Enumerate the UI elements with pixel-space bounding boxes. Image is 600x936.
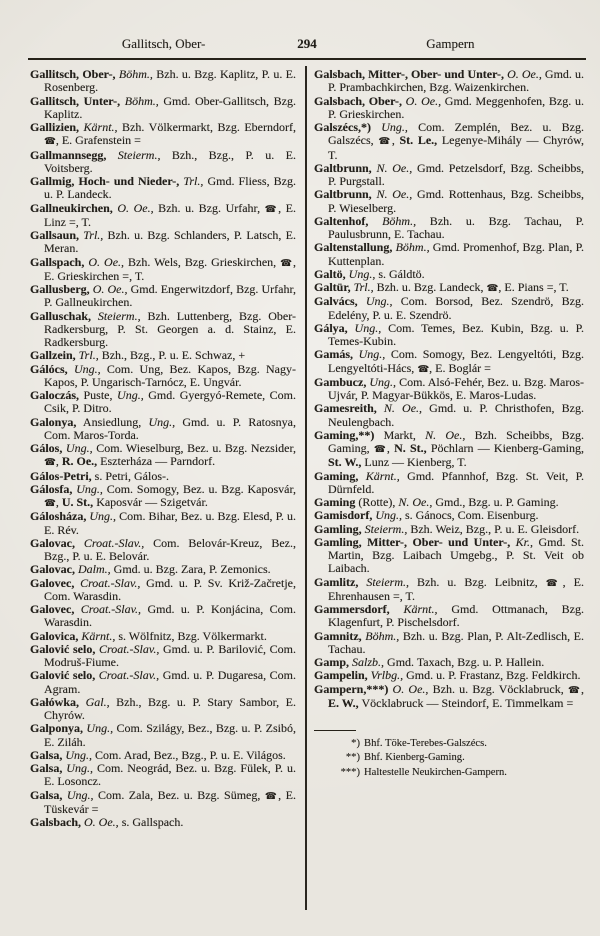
entry-text: Bzh. Weiz, Bzg., P. u. E. Gleisdorf. — [407, 521, 580, 536]
gazetteer-entry — [314, 669, 584, 682]
footnote-text: Bhf. Töke-Terebes-Galszécs. — [364, 738, 487, 749]
footnote-marker: **) — [345, 752, 360, 764]
entry-headword: Gallitsch, Unter-, — [30, 93, 121, 108]
entry-headword: Galtö, — [314, 266, 346, 281]
entry-text: s. Wölfnitz, Bzg. Völkermarkt. — [115, 628, 267, 643]
entry-headword: Galonya, — [30, 414, 77, 429]
entry-text: Com. Somogy, Bez. Lengyeltóti, Bzg. Lengyeltóti-Hács, — [328, 347, 584, 375]
entry-headword: Gaming, — [314, 468, 359, 483]
entry-region: O. Oe., — [503, 67, 542, 81]
entry-headword: Gálos, — [30, 441, 63, 455]
entry-headword: St. W., — [328, 455, 362, 470]
entry-headword: Galoczás, — [30, 388, 79, 402]
footnote — [314, 737, 584, 751]
entry-text: Gmd. u. P. Sv. Križ-Začretje, Com. Warasdin. — [44, 575, 296, 603]
entry-text: Bzh. u. Bzg. Leibnitz, — [409, 574, 546, 589]
gazetteer-entry — [30, 149, 296, 176]
entry-region: Böhm., — [115, 67, 153, 81]
entry-headword: Galsbach, — [30, 815, 82, 829]
entry-headword: Gammersdorf, — [314, 602, 390, 616]
entry-text: Gmd. Fliess, Bzg. u. P. Landeck. — [44, 174, 297, 202]
entry-headword: Gallspach, — [30, 254, 85, 269]
entry-region: Croat.-Slav., — [95, 668, 160, 683]
entry-text: , E. Tüskevár = — [44, 787, 296, 816]
entry-region: Croat.-Slav., — [74, 602, 142, 616]
entry-region: O. Oe., — [89, 282, 128, 296]
entry-region: N. Oe., — [371, 160, 413, 175]
gazetteer-entry — [30, 789, 296, 817]
left-column — [30, 68, 296, 829]
entry-text: Pöchlarn — Kienberg-Gaming, — [426, 441, 584, 455]
entry-text: Bzh. u. Bzg. Tachau, P. Paulusbrunn, E. Tachau. — [328, 213, 584, 241]
entry-text: Bzh. u. Bzg. Landeck, — [373, 280, 487, 294]
entry-headword: Gallzein, — [30, 348, 76, 363]
entry-text: Com. Belovár-Kreuz, Bez., Bzg., P. u. E. Belovár. — [44, 535, 296, 563]
entry-text: Com. Borsod, Bez. Szendrö, Bzg. Edelény, P. u. E. Szendrö. — [328, 294, 584, 322]
gazetteer-entry — [30, 630, 296, 643]
entry-region: Trl., — [75, 348, 99, 363]
gazetteer-entry — [30, 816, 296, 829]
entry-region: Vrlbg., — [367, 668, 404, 683]
entry-text: Com. Zemplén, Bez. u. Bzg. Galszécs, — [328, 120, 584, 148]
gazetteer-entry — [314, 348, 584, 376]
gazetteer-entry — [314, 95, 584, 122]
entry-region: Croat.-Slav., — [95, 641, 160, 656]
entry-text: Gmd. u. P. Frastanz, Bzg. Feldkirch. — [403, 668, 581, 683]
entry-region: Salzb., — [349, 655, 385, 669]
entry-text: Gmd. u. P. Barilović, Com. Modruš-Fiume. — [44, 641, 296, 669]
footnote-marker: ***) — [340, 766, 360, 778]
entry-region: O. Oe., — [81, 815, 119, 829]
entry-headword: Galsa, — [30, 761, 63, 775]
entry-headword: N. St., — [394, 441, 427, 455]
entry-text: , E. Boglár = — [429, 360, 491, 375]
entry-text: Gmd. Engerwitzdorf, Bzg. Urfahr, P. Gallneukirchen. — [44, 282, 296, 310]
gazetteer-entry — [314, 496, 584, 509]
entry-text: , E. Linz =, T. — [44, 200, 296, 229]
gazetteer-entry — [314, 215, 584, 242]
gazetteer-entry — [30, 762, 296, 789]
footnote — [314, 751, 584, 765]
gazetteer-entry — [30, 389, 296, 416]
entry-headword: Galsa, — [30, 747, 63, 762]
gazetteer-entry — [30, 229, 296, 256]
page-number: 294 — [297, 36, 317, 51]
gazetteer-entry — [314, 656, 584, 669]
entry-headword: Galsbach, Ober-, — [314, 93, 402, 108]
posthorn-icon: ☎ — [486, 283, 499, 294]
posthorn-icon: ☎ — [417, 363, 430, 375]
entry-region: Ung., — [370, 120, 408, 134]
gazetteer-entry — [314, 536, 584, 576]
entry-headword: St. Le., — [399, 133, 438, 148]
entry-region: Croat.-Slav., — [74, 575, 141, 590]
entry-headword: Galvács, — [314, 294, 358, 309]
posthorn-icon: ☎ — [264, 790, 279, 802]
entry-text: Gmd. Petzelsdorf, Bzg. Scheibbs, P. Purgstall. — [328, 160, 584, 188]
entry-region: Böhm., — [361, 628, 400, 643]
entry-text: Bzh., Bzg., P. u. E. Schwaz, + — [98, 348, 246, 363]
entry-headword: Galović selo, — [30, 641, 96, 656]
entry-text: Gmd. St. Martin, Bzg. Laibach Umgebg., P. St. Veit ob Laibach. — [328, 534, 584, 576]
entry-headword: Galsbach, Mitter-, Ober- und Unter-, — [314, 67, 504, 81]
entry-headword: Galtenhof, — [314, 213, 369, 228]
entry-region: Kr., — [510, 534, 534, 549]
entry-text: Gmd. Ober-Gallitsch, Bzg. Kaplitz. — [44, 93, 296, 121]
entry-region: O. Oe., — [401, 93, 442, 108]
entry-text: s. Gánocs, Com. Eisenburg. — [402, 508, 539, 523]
gazetteer-entry — [314, 402, 584, 429]
entry-headword: Gamisdorf, — [314, 508, 373, 523]
entry-text: Bzh. u. Bzg. Schlanders, P. Latsch, E. Meran. — [44, 228, 296, 256]
gazetteer-entry — [314, 188, 584, 215]
entry-text: Gmd. u. P. Christhofen, Bzg. Neulengbach. — [328, 401, 585, 429]
entry-region: Steierm., — [361, 521, 408, 536]
entry-text: Com. Arad, Bez., Bzg., P. u. E. Világos. — [92, 747, 286, 762]
entry-region: O. Oe., — [84, 254, 125, 269]
page-header — [30, 36, 584, 51]
entry-headword: Gaming,**) — [314, 427, 375, 442]
entry-text: , — [386, 441, 395, 455]
entry-headword: Gallitsch, Ober-, — [30, 67, 116, 81]
gazetteer-entry — [314, 683, 584, 711]
entry-headword: Galsa, — [30, 787, 63, 802]
entry-text: Bzh. Völkermarkt, Bzg. Eberndorf, — [117, 120, 296, 134]
gazetteer-entry — [314, 121, 584, 162]
entry-text: , E. Pians =, T. — [498, 280, 569, 294]
entry-headword: Gamesreith, — [314, 401, 377, 416]
entry-text: Com. Zala, Bez. u. Bzg. Sümeg, — [93, 787, 265, 802]
gazetteer-entry — [30, 483, 296, 511]
posthorn-icon: ☎ — [44, 457, 56, 469]
entry-text: Gmd. u. P. Konjácina, Com. Warasdin. — [44, 602, 296, 630]
entry-headword: Gallmannsegg, — [30, 147, 107, 162]
gazetteer-entry — [314, 268, 584, 281]
gazetteer-entry — [314, 523, 584, 536]
entry-region: O. Oe., — [112, 200, 154, 215]
entry-region: Steierm., — [91, 308, 141, 323]
gazetteer-entry — [314, 281, 584, 295]
entry-region: Trl., — [79, 228, 104, 242]
gazetteer-entry — [314, 322, 584, 349]
header-left-title: Gallitsch, Ober- — [121, 36, 206, 51]
posthorn-icon: ☎ — [44, 498, 56, 509]
entry-headword: Galtbrunn, — [314, 160, 372, 175]
entry-text: Lunz — Kienberg, T. — [361, 455, 467, 470]
entry-text: Com. Neográd, Bez. u. Bzg. Fülek, P. u. E. Losoncz. — [44, 761, 296, 789]
entry-text: , — [581, 681, 584, 696]
entry-region: Böhm., — [392, 240, 430, 255]
posthorn-icon: ☎ — [44, 136, 56, 148]
entry-headword: Gallsaun, — [30, 228, 80, 242]
header-right-title: Gampern — [426, 36, 475, 51]
gazetteer-entry — [30, 603, 296, 630]
right-column-entries — [314, 68, 584, 710]
entry-region: Kärnt., — [79, 120, 118, 134]
entry-headword: Gallneukirchen, — [30, 200, 113, 215]
entry-text: Bzh. u. Bzg. Kaplitz, P. u. E. Rosenberg. — [44, 67, 296, 95]
entry-region: Böhm., — [368, 213, 417, 228]
entry-text: s. Gáldtö. — [375, 266, 425, 281]
footnote-marker: *) — [351, 738, 360, 749]
entry-region: Dalm., — [75, 562, 111, 577]
entry-region: Ung., — [141, 414, 176, 429]
gazetteer-entry — [30, 95, 296, 122]
gazetteer-entry — [314, 509, 584, 522]
entry-headword: Galszécs,*) — [314, 120, 371, 134]
entry-region: Ung., — [345, 266, 376, 281]
entry-text: Ansiedlung, — [76, 414, 142, 429]
entry-region: Ung., — [366, 374, 397, 389]
entry-text: Gmd. u. Bzg. Zara, P. Zemonics. — [110, 562, 271, 577]
entry-text: Com. Bihar, Bez. u. Bzg. Elesd, P. u. E. Rév. — [44, 509, 296, 537]
gazetteer-entry — [314, 429, 584, 470]
entry-region: Kärnt., — [389, 602, 438, 616]
gazetteer-entry — [314, 576, 584, 604]
footnote — [314, 766, 584, 780]
entry-region: N. Oe., — [371, 187, 413, 202]
entry-region: Kärnt., — [358, 468, 400, 483]
entry-text: Com. Alsó-Fehér, Bez. u. Bzg. Maros-Ujvár, P. Magyar-Bükkös, E. Maros-Ludas. — [328, 374, 585, 402]
gazetteer-entry — [314, 470, 584, 497]
gazetteer-entry — [314, 630, 584, 657]
gazetteer-entry — [30, 442, 296, 470]
entry-text: Com. Wieselburg, Bez. u. Bzg. Nezsider, — [92, 441, 297, 455]
footnote-separator — [314, 730, 356, 731]
posthorn-icon: ☎ — [264, 203, 279, 215]
entry-text: Com. Temes, Bez. Kubin, Bzg. u. P. Temes-Kubin. — [328, 320, 584, 348]
entry-headword: Gallizien, — [30, 120, 79, 134]
entry-text: Bzh., Bzg. u. P. Stary Sambor, E. Chyrów. — [44, 694, 297, 722]
footnote-text: Bhf. Kienberg-Gaming. — [364, 752, 465, 764]
entry-text: Puste, — [79, 388, 113, 402]
entry-headword: Galovac, — [30, 535, 75, 550]
gazetteer-entry — [30, 470, 296, 483]
entry-text: Gmd. Pfannhof, Bzg. St. Veit, P. Dürnfeld. — [328, 468, 584, 496]
entry-headword: Gallmig, Hoch- und Nieder-, — [30, 174, 180, 188]
entry-headword: E. W., — [328, 695, 359, 710]
posthorn-icon: ☎ — [373, 444, 387, 455]
entry-headword: Galtbrunn, — [314, 187, 372, 202]
right-column — [314, 68, 584, 780]
footnote-text: Haltestelle Neukirchen-Gampern. — [364, 766, 507, 778]
entry-region: Trl., — [179, 174, 204, 188]
entry-text: Gmd. Rottenhaus, Bzg. Scheibbs, P. Wieselberg. — [328, 187, 585, 215]
entry-headword: U. St., — [61, 495, 94, 509]
gazetteer-entry — [314, 241, 584, 268]
entry-region: Ung., — [67, 361, 101, 376]
entry-region: Steierm., — [358, 574, 410, 589]
entry-text: Bzh., Bzg., P. u. E. Voitsberg. — [44, 147, 297, 175]
entry-text: Bzh. Luttenberg, Bzg. Ober-Radkersburg, P. St. Georgen a. d. Stainz, E. Radkersburg. — [44, 308, 297, 349]
gazetteer-entry — [314, 68, 584, 95]
entry-headword: R. Oe., — [61, 454, 98, 469]
entry-text: Com. Szilágy, Bez., Bzg. u. P. Zsibó, E. Ziláh. — [44, 721, 297, 749]
gazetteer-entry — [30, 749, 296, 762]
entry-headword: Galovac, — [30, 562, 75, 577]
entry-headword: Galtenstallung, — [314, 240, 393, 255]
entry-text: Bzh. u. Bzg. Vöcklabruck, — [428, 681, 568, 696]
gazetteer-entry — [30, 696, 296, 723]
entry-region: N. Oe., — [395, 495, 433, 509]
entry-text: Com. Somogy, Bez. u. Bzg. Kaposvár, — [102, 481, 296, 496]
gazetteer-entry — [30, 577, 296, 604]
gazetteer-entry — [314, 295, 584, 322]
entry-text: Bzh. Wels, Bzg. Grieskirchen, — [124, 254, 281, 269]
entry-region: O. Oe., — [388, 681, 429, 696]
entry-region: Kärnt., — [78, 628, 116, 643]
entry-headword: Galtür, — [314, 280, 351, 294]
gazetteer-entry — [30, 283, 296, 310]
entry-text: Gmd., Bzg. u. P. Gaming. — [432, 495, 559, 509]
entry-text: Gmd. Ottmanach, Bzg. Klagenfurt, P. Pischelsdorf. — [328, 602, 584, 630]
entry-text: s. Gallspach. — [118, 815, 184, 829]
entry-text: Gmd. Gyergyó-Remete, Com. Csik, P. Ditro. — [44, 388, 296, 416]
entry-headword: Gampern,***) — [314, 681, 389, 696]
entry-headword: Gálosfa, — [30, 481, 73, 496]
entry-text: Gmd. u. P. Ratosnya, Com. Maros-Torda. — [44, 414, 296, 442]
entry-region: Ung., — [83, 721, 114, 736]
entry-headword: Galovec, — [30, 575, 75, 590]
entry-text: Bzh. u. Bzg. Plan, P. Alt-Zedlisch, E. Tachau. — [328, 628, 585, 656]
entry-headword: Gampelin, — [314, 668, 368, 683]
gazetteer-entry — [30, 175, 296, 202]
entry-region: Steierm., — [106, 147, 161, 162]
entry-region: Ung., — [86, 509, 117, 524]
gazetteer-entry — [30, 310, 296, 350]
header-rule — [28, 58, 586, 60]
entry-region: Ung., — [353, 347, 386, 362]
posthorn-icon: ☎ — [567, 684, 581, 696]
gazetteer-entry — [314, 376, 584, 403]
gazetteer-entry — [30, 68, 296, 95]
column-divider — [305, 66, 307, 910]
gazetteer-entry — [30, 349, 296, 362]
entry-text: Gmd. u. P. Prambachkirchen, Bzg. Waizenkirchen. — [328, 67, 584, 95]
entry-headword: Gálosháza, — [30, 509, 87, 524]
entry-text: , E. Ehrenhausen =, T. — [328, 574, 584, 603]
entry-text: Gmd. Meggenhofen, Bzg. u. P. Grieskirchen. — [328, 93, 584, 121]
entry-region: Ung., — [62, 441, 93, 455]
gazetteer-entry — [30, 537, 296, 564]
entry-text: (Rotte), — [355, 495, 396, 509]
entry-headword: Gaming — [314, 495, 356, 509]
entry-text: Bzh. u. Bzg. Urfahr, — [153, 200, 265, 215]
entry-headword: Gallusberg, — [30, 282, 90, 296]
entry-text: , — [391, 133, 400, 148]
entry-headword: Gálos-Petri, — [30, 468, 92, 483]
entry-region: Trl., — [350, 280, 374, 294]
entry-headword: Gamp, — [314, 655, 350, 669]
entry-region: Ung., — [62, 747, 93, 762]
gazetteer-entry — [30, 643, 296, 670]
gazetteer-entry — [314, 603, 584, 630]
entry-text: Bzh. Scheibbs, Bzg. Gaming, — [328, 427, 585, 455]
entry-region: Ung., — [62, 761, 93, 775]
footnotes — [314, 737, 584, 780]
posthorn-icon: ☎ — [280, 257, 293, 269]
entry-headword: Gamlitz, — [314, 574, 359, 589]
entry-region: Croat.-Slav., — [75, 535, 145, 550]
gazetteer-entry — [30, 669, 296, 696]
entry-text: , — [55, 454, 62, 469]
entry-headword: Gałówka, — [30, 694, 80, 709]
entry-text: s. Petri, Gálos-. — [91, 468, 169, 483]
entry-text: , E. Grafenstein = — [55, 133, 141, 148]
entry-region: Ung., — [357, 294, 393, 309]
entry-headword: Gálya, — [314, 320, 348, 335]
entry-region: Böhm., — [120, 93, 159, 108]
gazetteer-entry — [30, 121, 296, 149]
entry-headword: Galluschak, — [30, 308, 92, 323]
entry-region: N. Oe., — [376, 401, 423, 416]
gazetteer-entry — [30, 416, 296, 443]
entry-region: Ung., — [72, 481, 103, 496]
gazetteer-entry — [30, 510, 296, 537]
entry-region: Ung., — [372, 508, 403, 523]
entry-headword: Gamás, — [314, 347, 353, 362]
entry-headword: Gamling, Mitter-, Ober- und Unter-, — [314, 534, 511, 549]
entry-text: Kaposvár — Szigetvár. — [93, 495, 208, 509]
entry-headword: Galovica, — [30, 628, 79, 643]
entry-headword: Gambucz, — [314, 374, 367, 389]
entry-headword: Gamling, — [314, 521, 362, 536]
entry-region: Ung., — [347, 320, 382, 335]
entry-text: Gmd. Taxach, Bzg. u. P. Hallein. — [384, 655, 545, 669]
entry-text: Gmd. u. P. Dugaresa, Com. Agram. — [44, 668, 296, 696]
entry-headword: Gálócs, — [30, 361, 68, 376]
entry-region: Gal., — [79, 694, 110, 709]
entry-region: N. Oe., — [415, 427, 466, 442]
entry-text: Gmd. Promenhof, Bzg. Plan, P. Kuttenplan. — [328, 240, 584, 268]
entry-headword: Galović selo, — [30, 668, 96, 683]
gazetteer-entry — [30, 363, 296, 390]
entry-headword: Galponya, — [30, 721, 84, 736]
gazetteer-entry — [30, 722, 296, 749]
posthorn-icon: ☎ — [378, 136, 392, 148]
entry-text: , — [55, 495, 62, 509]
gazetteer-entry — [30, 563, 296, 576]
entry-text: , E. Grieskirchen =, T. — [44, 254, 296, 283]
entry-headword: Gamnitz, — [314, 628, 362, 643]
entry-text: Markt, — [374, 427, 416, 442]
gazetteer-entry — [30, 202, 296, 230]
gazetteer-entry — [314, 162, 584, 189]
entry-region: Ung., — [112, 388, 144, 402]
entry-region: Ung., — [62, 787, 94, 802]
entry-text: Com. Ung, Bez. Kapos, Bzg. Nagy-Kapos, P. Ungarisch-Tarnócz, E. Ungvár. — [44, 361, 297, 389]
entry-headword: Galovec, — [30, 602, 75, 616]
posthorn-icon: ☎ — [545, 577, 563, 589]
entry-text: Legenye-Mihály — Chyrów, T. — [328, 133, 585, 162]
entry-text: Vöcklabruck — Steindorf, E. Timmelkam = — [358, 695, 574, 710]
gazetteer-entry — [30, 256, 296, 284]
entry-text: Eszterháza — Parndorf. — [97, 454, 216, 469]
